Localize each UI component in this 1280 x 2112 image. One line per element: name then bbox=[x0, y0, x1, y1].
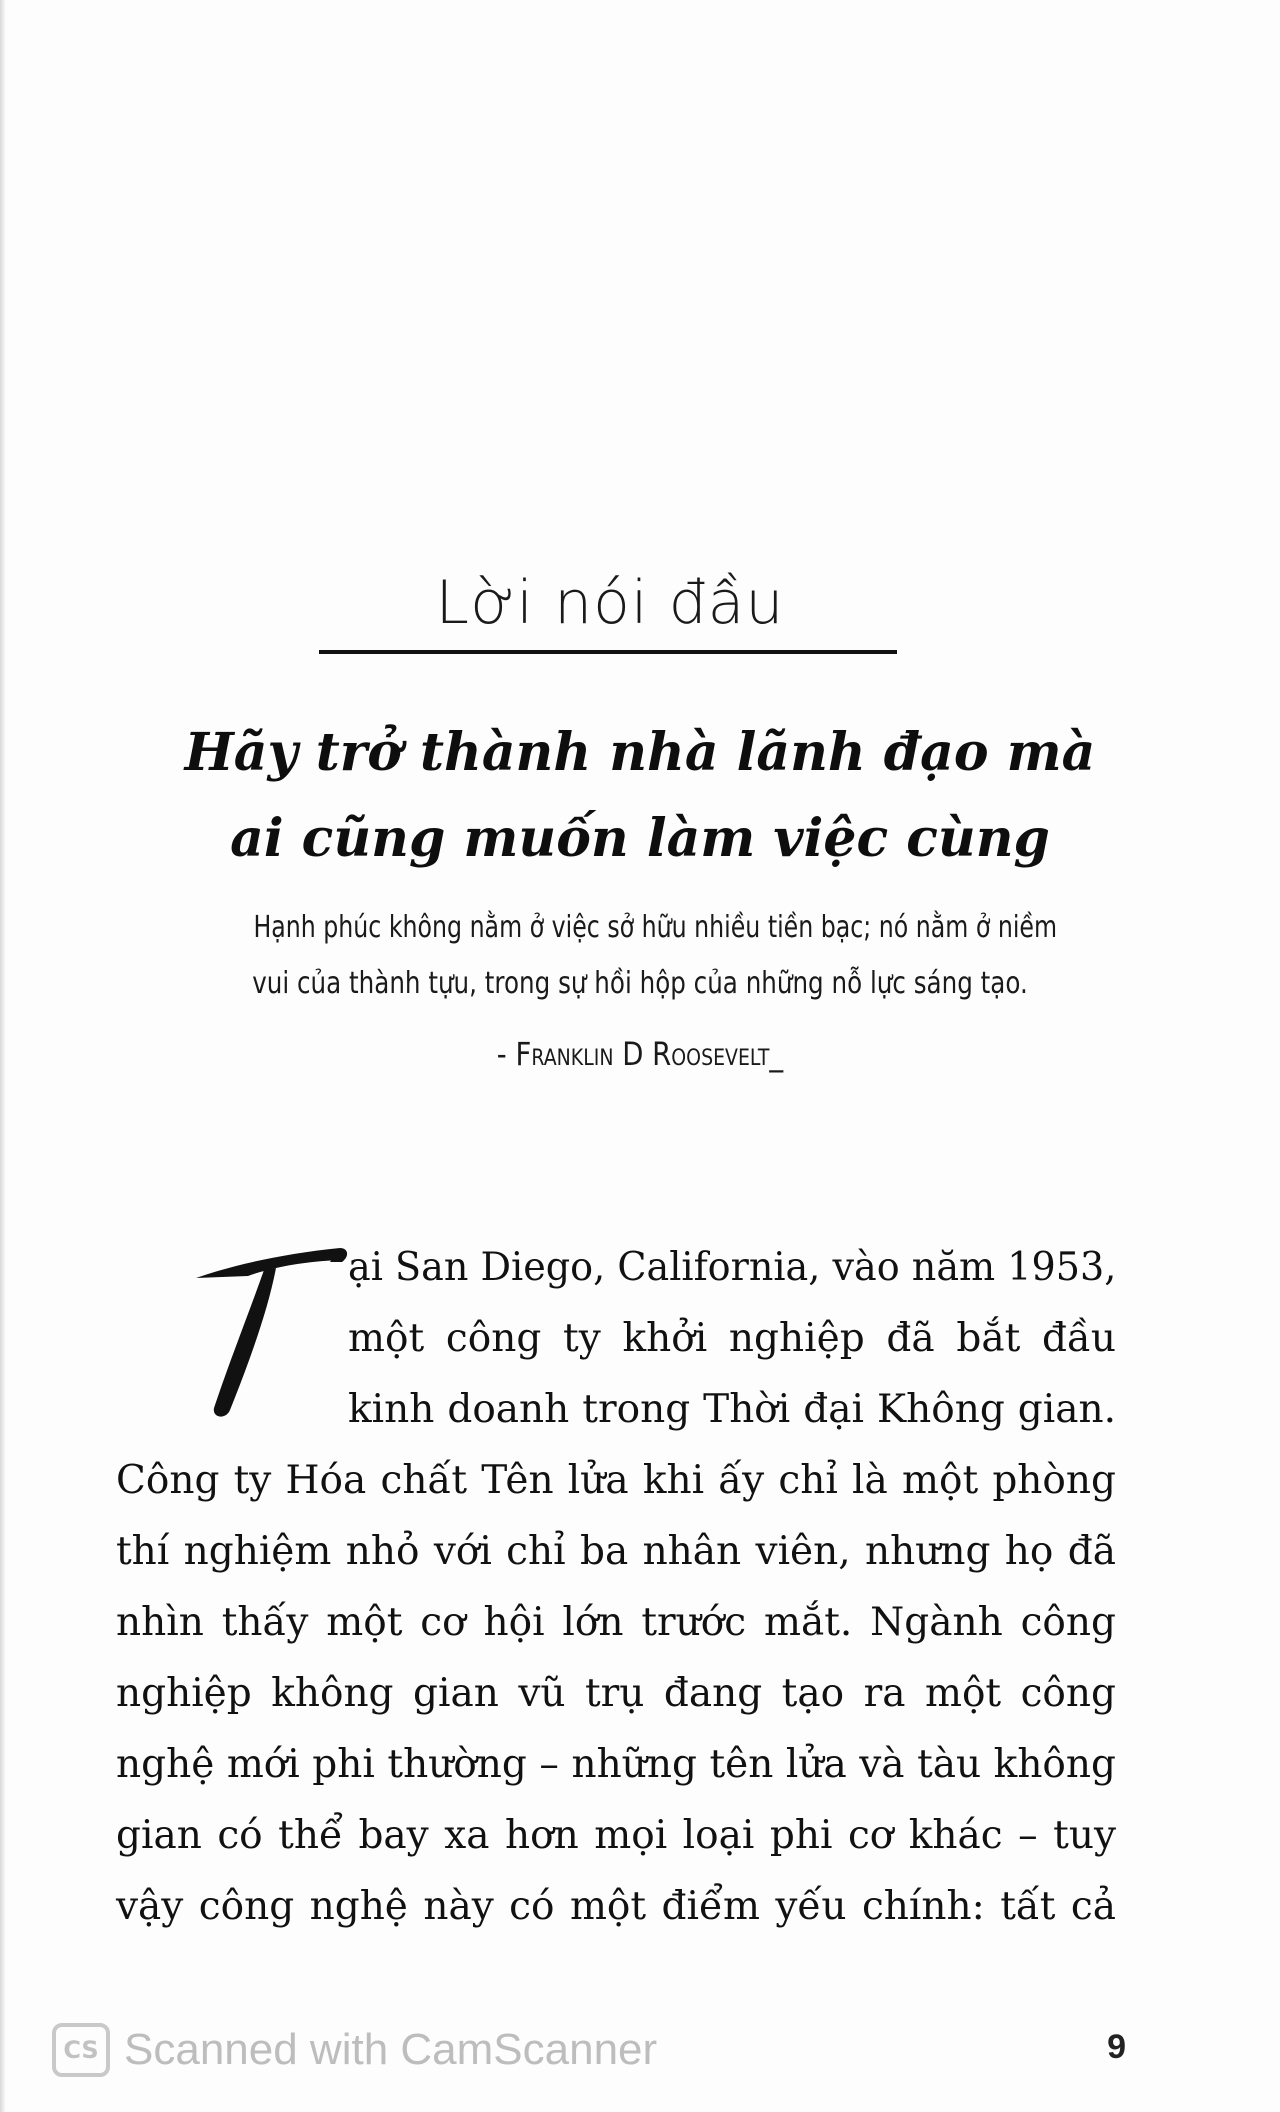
subtitle-line-2: ai cũng muốn làm việc cùng bbox=[230, 808, 1050, 869]
body-line-4: Công ty Hóa chất Tên lửa khi ấy chỉ là một phòng bbox=[116, 1458, 1116, 1503]
body-line-7: nghiệp không gian vũ trụ đang tạo ra một công bbox=[116, 1671, 1116, 1716]
epigraph-line-2: vui của thành tựu, trong sự hồi hộp của những nỗ lực sáng tạo. bbox=[252, 966, 1028, 1001]
subtitle-line-1: Hãy trở thành nhà lãnh đạo mà bbox=[184, 722, 1096, 783]
body-paragraph bbox=[116, 1232, 1116, 1942]
title-underline bbox=[319, 650, 897, 654]
body-line-6: nhìn thấy một cơ hội lớn trước mắt. Ngành công bbox=[116, 1600, 1116, 1645]
body-line-1: ại San Diego, California, vào năm 1953, bbox=[348, 1245, 1117, 1290]
chapter-title: Lời nói đầu bbox=[435, 568, 785, 638]
body-line-10: vậy công nghệ này có một điểm yếu chính: tất cả bbox=[116, 1884, 1116, 1929]
watermark-text: Scanned with CamScanner bbox=[124, 2025, 658, 2074]
page-number: 9 bbox=[1107, 2028, 1126, 2066]
body-line-9: gian có thể bay xa hơn mọi loại phi cơ khác – tuy bbox=[116, 1813, 1116, 1858]
body-line-2: một công ty khởi nghiệp đã bắt đầu bbox=[348, 1316, 1116, 1361]
body-line-3: kinh doanh trong Thời đại Không gian. bbox=[348, 1387, 1116, 1432]
epigraph-attribution: - Franklin D Roosevelt_ bbox=[496, 1035, 784, 1073]
body-line-5: thí nghiệm nhỏ với chỉ ba nhân viên, nhưng họ đã bbox=[116, 1529, 1116, 1574]
chapter-subtitle bbox=[130, 710, 1150, 882]
page-edge-shadow bbox=[0, 0, 6, 2112]
camscanner-logo-icon: CS bbox=[52, 2023, 110, 2077]
body-line-8: nghệ mới phi thường – những tên lửa và tàu không bbox=[116, 1742, 1116, 1787]
epigraph-quote bbox=[238, 900, 1058, 1012]
camscanner-watermark bbox=[52, 2017, 657, 2083]
epigraph-line-1: Hạnh phúc không nằm ở việc sở hữu nhiều tiền bạc; nó nằm ở niềm bbox=[253, 910, 1058, 945]
